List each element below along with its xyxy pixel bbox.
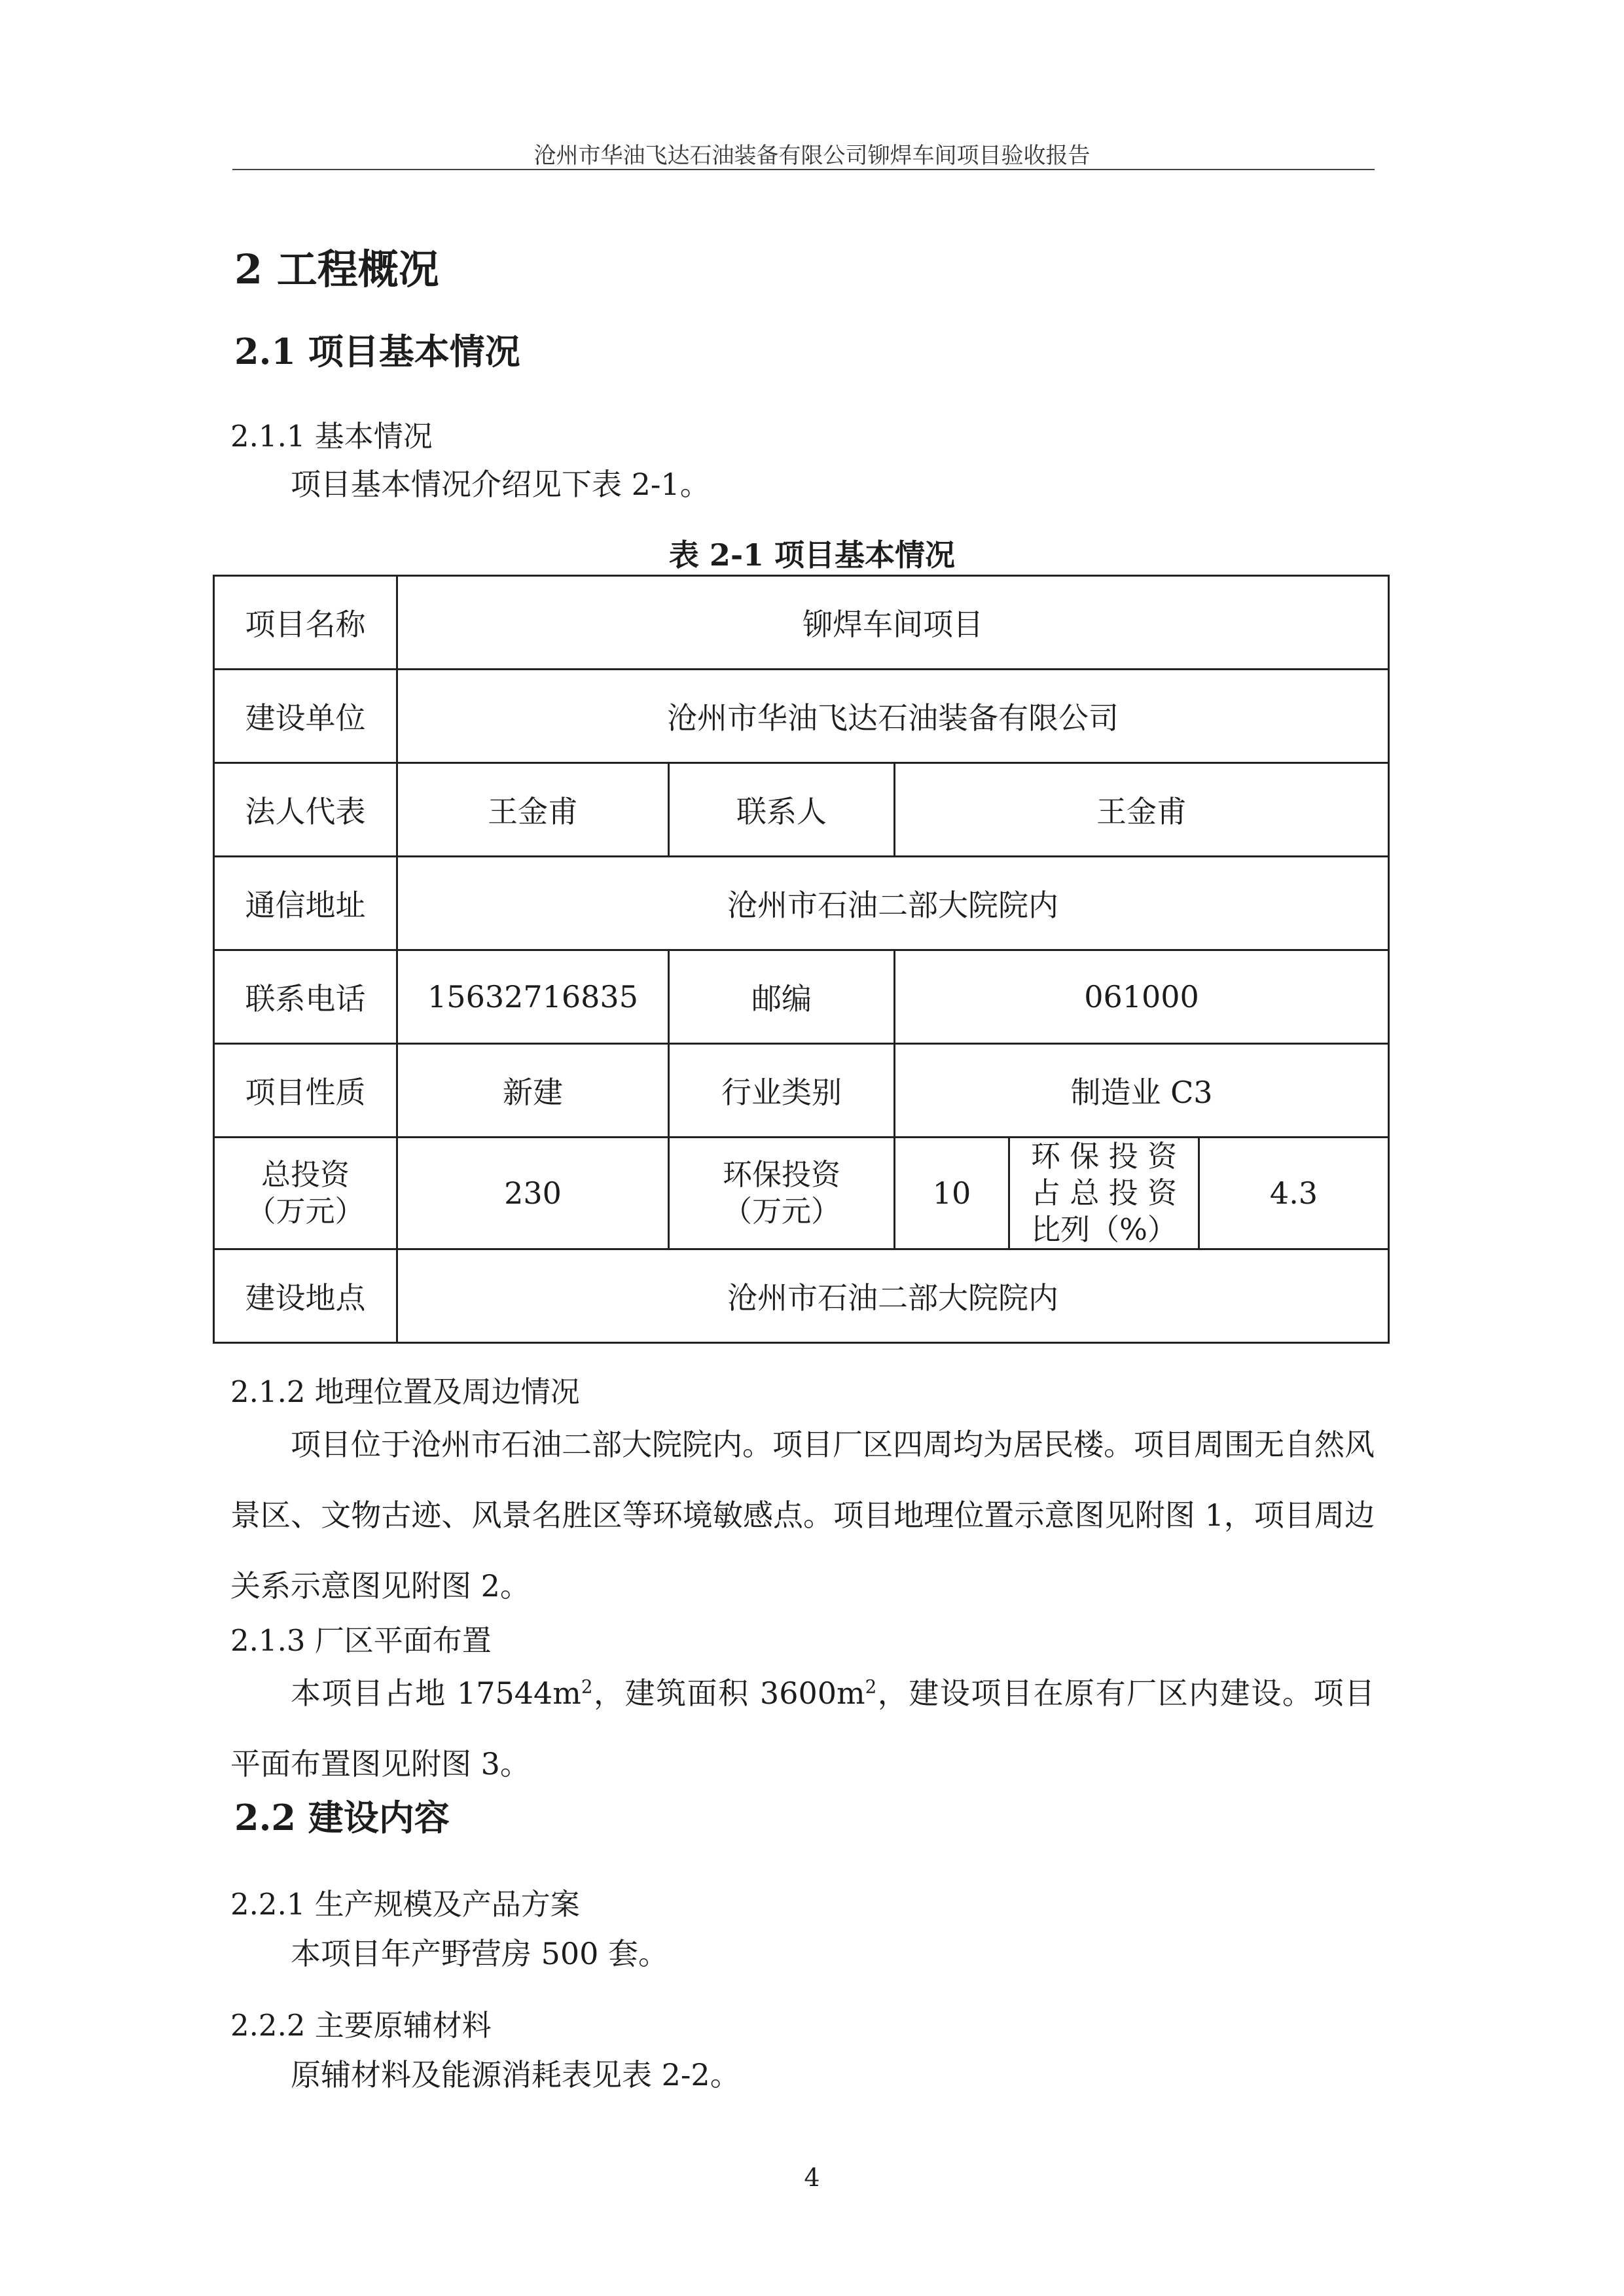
subsection-title-2-1-2: 2.1.2 地理位置及周边情况 [230,1374,580,1409]
legal-rep-label: 法人代表 [214,763,397,857]
section-title-2-2: 2.2 建设内容 [234,1797,450,1839]
table-row [214,1138,1389,1249]
legal-rep-value: 王金甫 [397,763,669,857]
project-name-value: 铆焊车间项目 [397,576,1389,670]
address-value: 沧州市石油二部大院院内 [397,857,1389,950]
phone-value: 15632716835 [397,950,669,1044]
header-rule [232,169,1375,170]
subsection-title-2-1-3: 2.1.3 厂区平面布置 [230,1623,492,1658]
postcode-value: 061000 [895,950,1389,1044]
env-invest-label-line2: （万元） [722,1194,840,1229]
table-row [214,576,1389,670]
area-unit-superscript: 2 [581,1676,593,1698]
table-row [214,950,1389,1044]
table-row [214,857,1389,950]
area-unit-superscript: 2 [865,1676,877,1698]
contact-value: 王金甫 [895,763,1389,857]
subsection-title-2-2-2: 2.2.2 主要原辅材料 [230,2008,492,2043]
section-title-2: 2 工程概况 [234,245,439,293]
contact-label: 联系人 [669,763,895,857]
invest-ratio-label-line1: 环 保 投 资 [1031,1139,1177,1174]
project-info-table [213,575,1390,1344]
env-invest-value: 10 [895,1138,1009,1249]
invest-ratio-value: 4.3 [1199,1138,1389,1249]
builder-label: 建设单位 [214,670,397,763]
total-invest-value: 230 [397,1138,669,1249]
industry-label: 行业类别 [669,1044,895,1138]
layout-text-part2: ，建筑面积 3600m [592,1676,865,1711]
layout-paragraph [230,1658,1375,1799]
production-scale-text: 本项目年产野营房 500 套。 [291,1936,669,1971]
materials-text: 原辅材料及能源消耗表见表 2-2。 [291,2057,740,2092]
builder-value: 沧州市华油飞达石油装备有限公司 [397,670,1389,763]
project-name-label: 项目名称 [214,576,397,670]
running-header: 沧州市华油飞达石油装备有限公司铆焊车间项目验收报告 [533,143,1091,169]
total-invest-label [214,1138,397,1249]
table-row [214,670,1389,763]
table-intro-text: 项目基本情况介绍见下表 2-1。 [291,467,710,502]
env-invest-label-line1: 环保投资 [722,1157,840,1192]
industry-value: 制造业 C3 [895,1044,1389,1138]
location-value: 沧州市石油二部大院院内 [397,1249,1389,1343]
page-number: 4 [804,2163,820,2192]
table-row [214,763,1389,857]
total-invest-label-line1: 总投资 [261,1157,350,1192]
invest-ratio-label-line3: 比列（%） [1031,1212,1177,1247]
nature-value: 新建 [397,1044,669,1138]
phone-label: 联系电话 [214,950,397,1044]
env-invest-label [669,1138,895,1249]
layout-text-part3: ，建设项目在原有厂区内建设。项目平面布置图见附图 3。 [230,1676,1375,1782]
section-title-2-1: 2.1 项目基本情况 [234,331,520,372]
table-row [214,1044,1389,1138]
address-label: 通信地址 [214,857,397,950]
invest-ratio-label [1009,1138,1199,1249]
subsection-title-2-1-1: 2.1.1 基本情况 [230,419,433,454]
table-caption: 表 2-1 项目基本情况 [668,537,956,573]
nature-label: 项目性质 [214,1044,397,1138]
table-row [214,1249,1389,1343]
layout-text-part1: 本项目占地 17544m [291,1676,581,1711]
invest-ratio-label-line2: 占 总 投 资 [1031,1175,1177,1210]
location-label: 建设地点 [214,1249,397,1343]
subsection-title-2-2-1: 2.2.1 生产规模及产品方案 [230,1887,580,1922]
postcode-label: 邮编 [669,950,895,1044]
total-invest-label-line2: （万元） [246,1194,365,1229]
location-paragraph: 项目位于沧州市石油二部大院院内。项目厂区四周均为居民楼。项目周围无自然风景区、文物古迹、风景名胜区等环境敏感点。项目地理位置示意图见附图 1，项目周边关系示意图见附图 2。 [230,1427,1375,1604]
